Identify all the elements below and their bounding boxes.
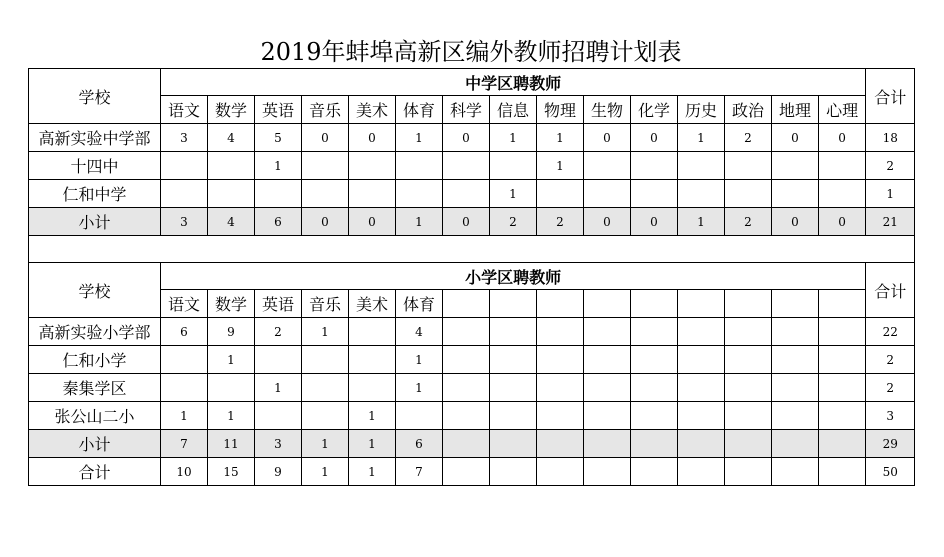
- value-cell: [443, 346, 490, 374]
- middle-section-header: 中学区聘教师: [161, 69, 866, 96]
- value-cell: 5: [255, 124, 302, 152]
- row-total: 29: [866, 430, 915, 458]
- value-cell: [772, 180, 819, 208]
- subject-header: 音乐: [302, 290, 349, 318]
- value-cell: [584, 402, 631, 430]
- value-cell: [208, 152, 255, 180]
- value-cell: [349, 180, 396, 208]
- school-column-header: 学校: [29, 263, 161, 318]
- value-cell: [490, 346, 537, 374]
- value-cell: [819, 458, 866, 486]
- value-cell: 6: [396, 430, 443, 458]
- value-cell: [302, 180, 349, 208]
- subject-header: [819, 290, 866, 318]
- page-title: 2019年蚌埠高新区编外教师招聘计划表: [260, 38, 682, 66]
- primary-header-row: [29, 263, 915, 290]
- value-cell: [443, 402, 490, 430]
- subtotal-row: [29, 430, 915, 458]
- subject-header: [490, 290, 537, 318]
- value-cell: 3: [161, 124, 208, 152]
- value-cell: [537, 318, 584, 346]
- value-cell: [490, 318, 537, 346]
- value-cell: [678, 402, 725, 430]
- subject-header: 体育: [396, 290, 443, 318]
- subject-header: [584, 290, 631, 318]
- value-cell: 2: [725, 208, 772, 236]
- table-row: [29, 124, 915, 152]
- value-cell: [302, 402, 349, 430]
- section-spacer-row: [29, 236, 915, 263]
- subject-header: 化学: [631, 96, 678, 124]
- value-cell: [584, 458, 631, 486]
- value-cell: [443, 152, 490, 180]
- value-cell: 7: [161, 430, 208, 458]
- value-cell: 10: [161, 458, 208, 486]
- value-cell: [631, 430, 678, 458]
- subtotal-row: [29, 208, 915, 236]
- value-cell: [678, 346, 725, 374]
- row-total: 2: [866, 152, 915, 180]
- value-cell: 4: [208, 124, 255, 152]
- value-cell: [396, 180, 443, 208]
- subject-header: [443, 290, 490, 318]
- value-cell: 1: [537, 152, 584, 180]
- school-name: 张公山二小: [29, 402, 161, 430]
- row-total: 2: [866, 346, 915, 374]
- school-name: 高新实验中学部: [29, 124, 161, 152]
- value-cell: 1: [537, 124, 584, 152]
- value-cell: [631, 458, 678, 486]
- value-cell: 3: [255, 430, 302, 458]
- value-cell: 1: [490, 180, 537, 208]
- value-cell: 0: [584, 124, 631, 152]
- grand-total-row: [29, 458, 915, 486]
- value-cell: 0: [302, 124, 349, 152]
- value-cell: 0: [443, 208, 490, 236]
- value-cell: 1: [396, 208, 443, 236]
- value-cell: [302, 152, 349, 180]
- subject-header: 语文: [161, 96, 208, 124]
- value-cell: 1: [396, 374, 443, 402]
- value-cell: [584, 430, 631, 458]
- value-cell: [819, 318, 866, 346]
- school-name: 仁和小学: [29, 346, 161, 374]
- subject-header: 音乐: [302, 96, 349, 124]
- value-cell: [725, 402, 772, 430]
- value-cell: [725, 430, 772, 458]
- table-row: [29, 152, 915, 180]
- value-cell: [208, 374, 255, 402]
- primary-subject-row: [29, 290, 915, 318]
- value-cell: 0: [819, 124, 866, 152]
- value-cell: 1: [302, 430, 349, 458]
- value-cell: [631, 374, 678, 402]
- value-cell: 1: [302, 458, 349, 486]
- value-cell: [631, 402, 678, 430]
- row-total: 3: [866, 402, 915, 430]
- value-cell: [584, 346, 631, 374]
- subject-header: 语文: [161, 290, 208, 318]
- subject-header: 科学: [443, 96, 490, 124]
- value-cell: [678, 430, 725, 458]
- value-cell: 1: [678, 208, 725, 236]
- value-cell: 1: [161, 402, 208, 430]
- table-body: [29, 69, 915, 486]
- school-name: 小计: [29, 208, 161, 236]
- value-cell: 1: [302, 318, 349, 346]
- value-cell: 2: [725, 124, 772, 152]
- value-cell: [725, 180, 772, 208]
- value-cell: [490, 430, 537, 458]
- value-cell: 1: [678, 124, 725, 152]
- subject-header: 美术: [349, 290, 396, 318]
- value-cell: 15: [208, 458, 255, 486]
- subject-header: 生物: [584, 96, 631, 124]
- value-cell: [584, 374, 631, 402]
- value-cell: [725, 374, 772, 402]
- value-cell: 2: [490, 208, 537, 236]
- value-cell: 0: [349, 208, 396, 236]
- row-total: 22: [866, 318, 915, 346]
- value-cell: [443, 180, 490, 208]
- value-cell: [490, 402, 537, 430]
- value-cell: [819, 180, 866, 208]
- value-cell: 1: [349, 402, 396, 430]
- value-cell: 1: [490, 124, 537, 152]
- subject-header: 心理: [819, 96, 866, 124]
- value-cell: [490, 458, 537, 486]
- row-total: 21: [866, 208, 915, 236]
- table-row: [29, 318, 915, 346]
- value-cell: [584, 318, 631, 346]
- value-cell: [161, 180, 208, 208]
- value-cell: [537, 346, 584, 374]
- value-cell: [255, 402, 302, 430]
- value-cell: 1: [255, 374, 302, 402]
- value-cell: 9: [208, 318, 255, 346]
- school-name: 十四中: [29, 152, 161, 180]
- value-cell: 0: [302, 208, 349, 236]
- table-row: [29, 402, 915, 430]
- subject-header: [725, 290, 772, 318]
- value-cell: 2: [255, 318, 302, 346]
- value-cell: 1: [396, 346, 443, 374]
- middle-subject-row: [29, 96, 915, 124]
- value-cell: 11: [208, 430, 255, 458]
- value-cell: [725, 458, 772, 486]
- value-cell: 1: [208, 346, 255, 374]
- value-cell: [208, 180, 255, 208]
- value-cell: [490, 374, 537, 402]
- recruitment-plan-table: [28, 68, 915, 486]
- value-cell: [772, 458, 819, 486]
- value-cell: [443, 430, 490, 458]
- row-total: 50: [866, 458, 915, 486]
- value-cell: [349, 318, 396, 346]
- value-cell: [537, 430, 584, 458]
- subject-header: 数学: [208, 290, 255, 318]
- value-cell: [255, 346, 302, 374]
- value-cell: [490, 152, 537, 180]
- subject-header: 地理: [772, 96, 819, 124]
- value-cell: 4: [396, 318, 443, 346]
- table-row: [29, 346, 915, 374]
- value-cell: [819, 152, 866, 180]
- value-cell: [443, 458, 490, 486]
- value-cell: [772, 346, 819, 374]
- table-row: [29, 374, 915, 402]
- value-cell: [349, 374, 396, 402]
- value-cell: [819, 402, 866, 430]
- value-cell: [349, 346, 396, 374]
- value-cell: [772, 318, 819, 346]
- total-column-header: 合计: [866, 69, 915, 124]
- value-cell: 0: [772, 208, 819, 236]
- subject-header: 英语: [255, 290, 302, 318]
- total-column-header: 合计: [866, 263, 915, 318]
- value-cell: [678, 180, 725, 208]
- value-cell: [537, 374, 584, 402]
- value-cell: 0: [443, 124, 490, 152]
- value-cell: 1: [255, 152, 302, 180]
- value-cell: 9: [255, 458, 302, 486]
- value-cell: [161, 346, 208, 374]
- subject-header: [537, 290, 584, 318]
- value-cell: [819, 430, 866, 458]
- value-cell: 1: [349, 430, 396, 458]
- value-cell: [537, 180, 584, 208]
- value-cell: [396, 402, 443, 430]
- value-cell: [725, 152, 772, 180]
- table-row: [29, 180, 915, 208]
- school-name: 仁和中学: [29, 180, 161, 208]
- row-total: 18: [866, 124, 915, 152]
- value-cell: 0: [584, 208, 631, 236]
- value-cell: [302, 346, 349, 374]
- value-cell: [819, 374, 866, 402]
- value-cell: [772, 402, 819, 430]
- middle-header-row: [29, 69, 915, 96]
- subject-header: 英语: [255, 96, 302, 124]
- subject-header: 美术: [349, 96, 396, 124]
- school-name: 合计: [29, 458, 161, 486]
- value-cell: 0: [819, 208, 866, 236]
- value-cell: [678, 458, 725, 486]
- row-total: 2: [866, 374, 915, 402]
- school-column-header: 学校: [29, 69, 161, 124]
- value-cell: [349, 152, 396, 180]
- value-cell: 1: [349, 458, 396, 486]
- value-cell: [537, 458, 584, 486]
- value-cell: 0: [772, 124, 819, 152]
- value-cell: [631, 318, 678, 346]
- value-cell: 4: [208, 208, 255, 236]
- value-cell: 7: [396, 458, 443, 486]
- value-cell: [772, 374, 819, 402]
- subject-header: 物理: [537, 96, 584, 124]
- value-cell: 2: [537, 208, 584, 236]
- value-cell: 6: [161, 318, 208, 346]
- value-cell: [678, 374, 725, 402]
- spacer-cell: [29, 236, 915, 263]
- subject-header: 政治: [725, 96, 772, 124]
- value-cell: [819, 346, 866, 374]
- row-total: 1: [866, 180, 915, 208]
- value-cell: [631, 152, 678, 180]
- value-cell: [584, 152, 631, 180]
- value-cell: 1: [208, 402, 255, 430]
- value-cell: [161, 152, 208, 180]
- value-cell: [772, 430, 819, 458]
- school-name: 秦集学区: [29, 374, 161, 402]
- value-cell: [631, 180, 678, 208]
- subject-header: 信息: [490, 96, 537, 124]
- value-cell: 0: [631, 124, 678, 152]
- subject-header: [631, 290, 678, 318]
- subject-header: [678, 290, 725, 318]
- school-name: 小计: [29, 430, 161, 458]
- value-cell: 0: [631, 208, 678, 236]
- value-cell: [678, 318, 725, 346]
- value-cell: [678, 152, 725, 180]
- value-cell: [725, 318, 772, 346]
- value-cell: [255, 180, 302, 208]
- value-cell: [631, 346, 678, 374]
- value-cell: [537, 402, 584, 430]
- school-name: 高新实验小学部: [29, 318, 161, 346]
- value-cell: [584, 180, 631, 208]
- subject-header: 数学: [208, 96, 255, 124]
- value-cell: 6: [255, 208, 302, 236]
- primary-section-header: 小学区聘教师: [161, 263, 866, 290]
- value-cell: [396, 152, 443, 180]
- value-cell: [725, 346, 772, 374]
- value-cell: 1: [396, 124, 443, 152]
- value-cell: [302, 374, 349, 402]
- value-cell: 3: [161, 208, 208, 236]
- value-cell: [443, 374, 490, 402]
- subject-header: 体育: [396, 96, 443, 124]
- value-cell: [772, 152, 819, 180]
- value-cell: 0: [349, 124, 396, 152]
- value-cell: [161, 374, 208, 402]
- subject-header: [772, 290, 819, 318]
- subject-header: 历史: [678, 96, 725, 124]
- value-cell: [443, 318, 490, 346]
